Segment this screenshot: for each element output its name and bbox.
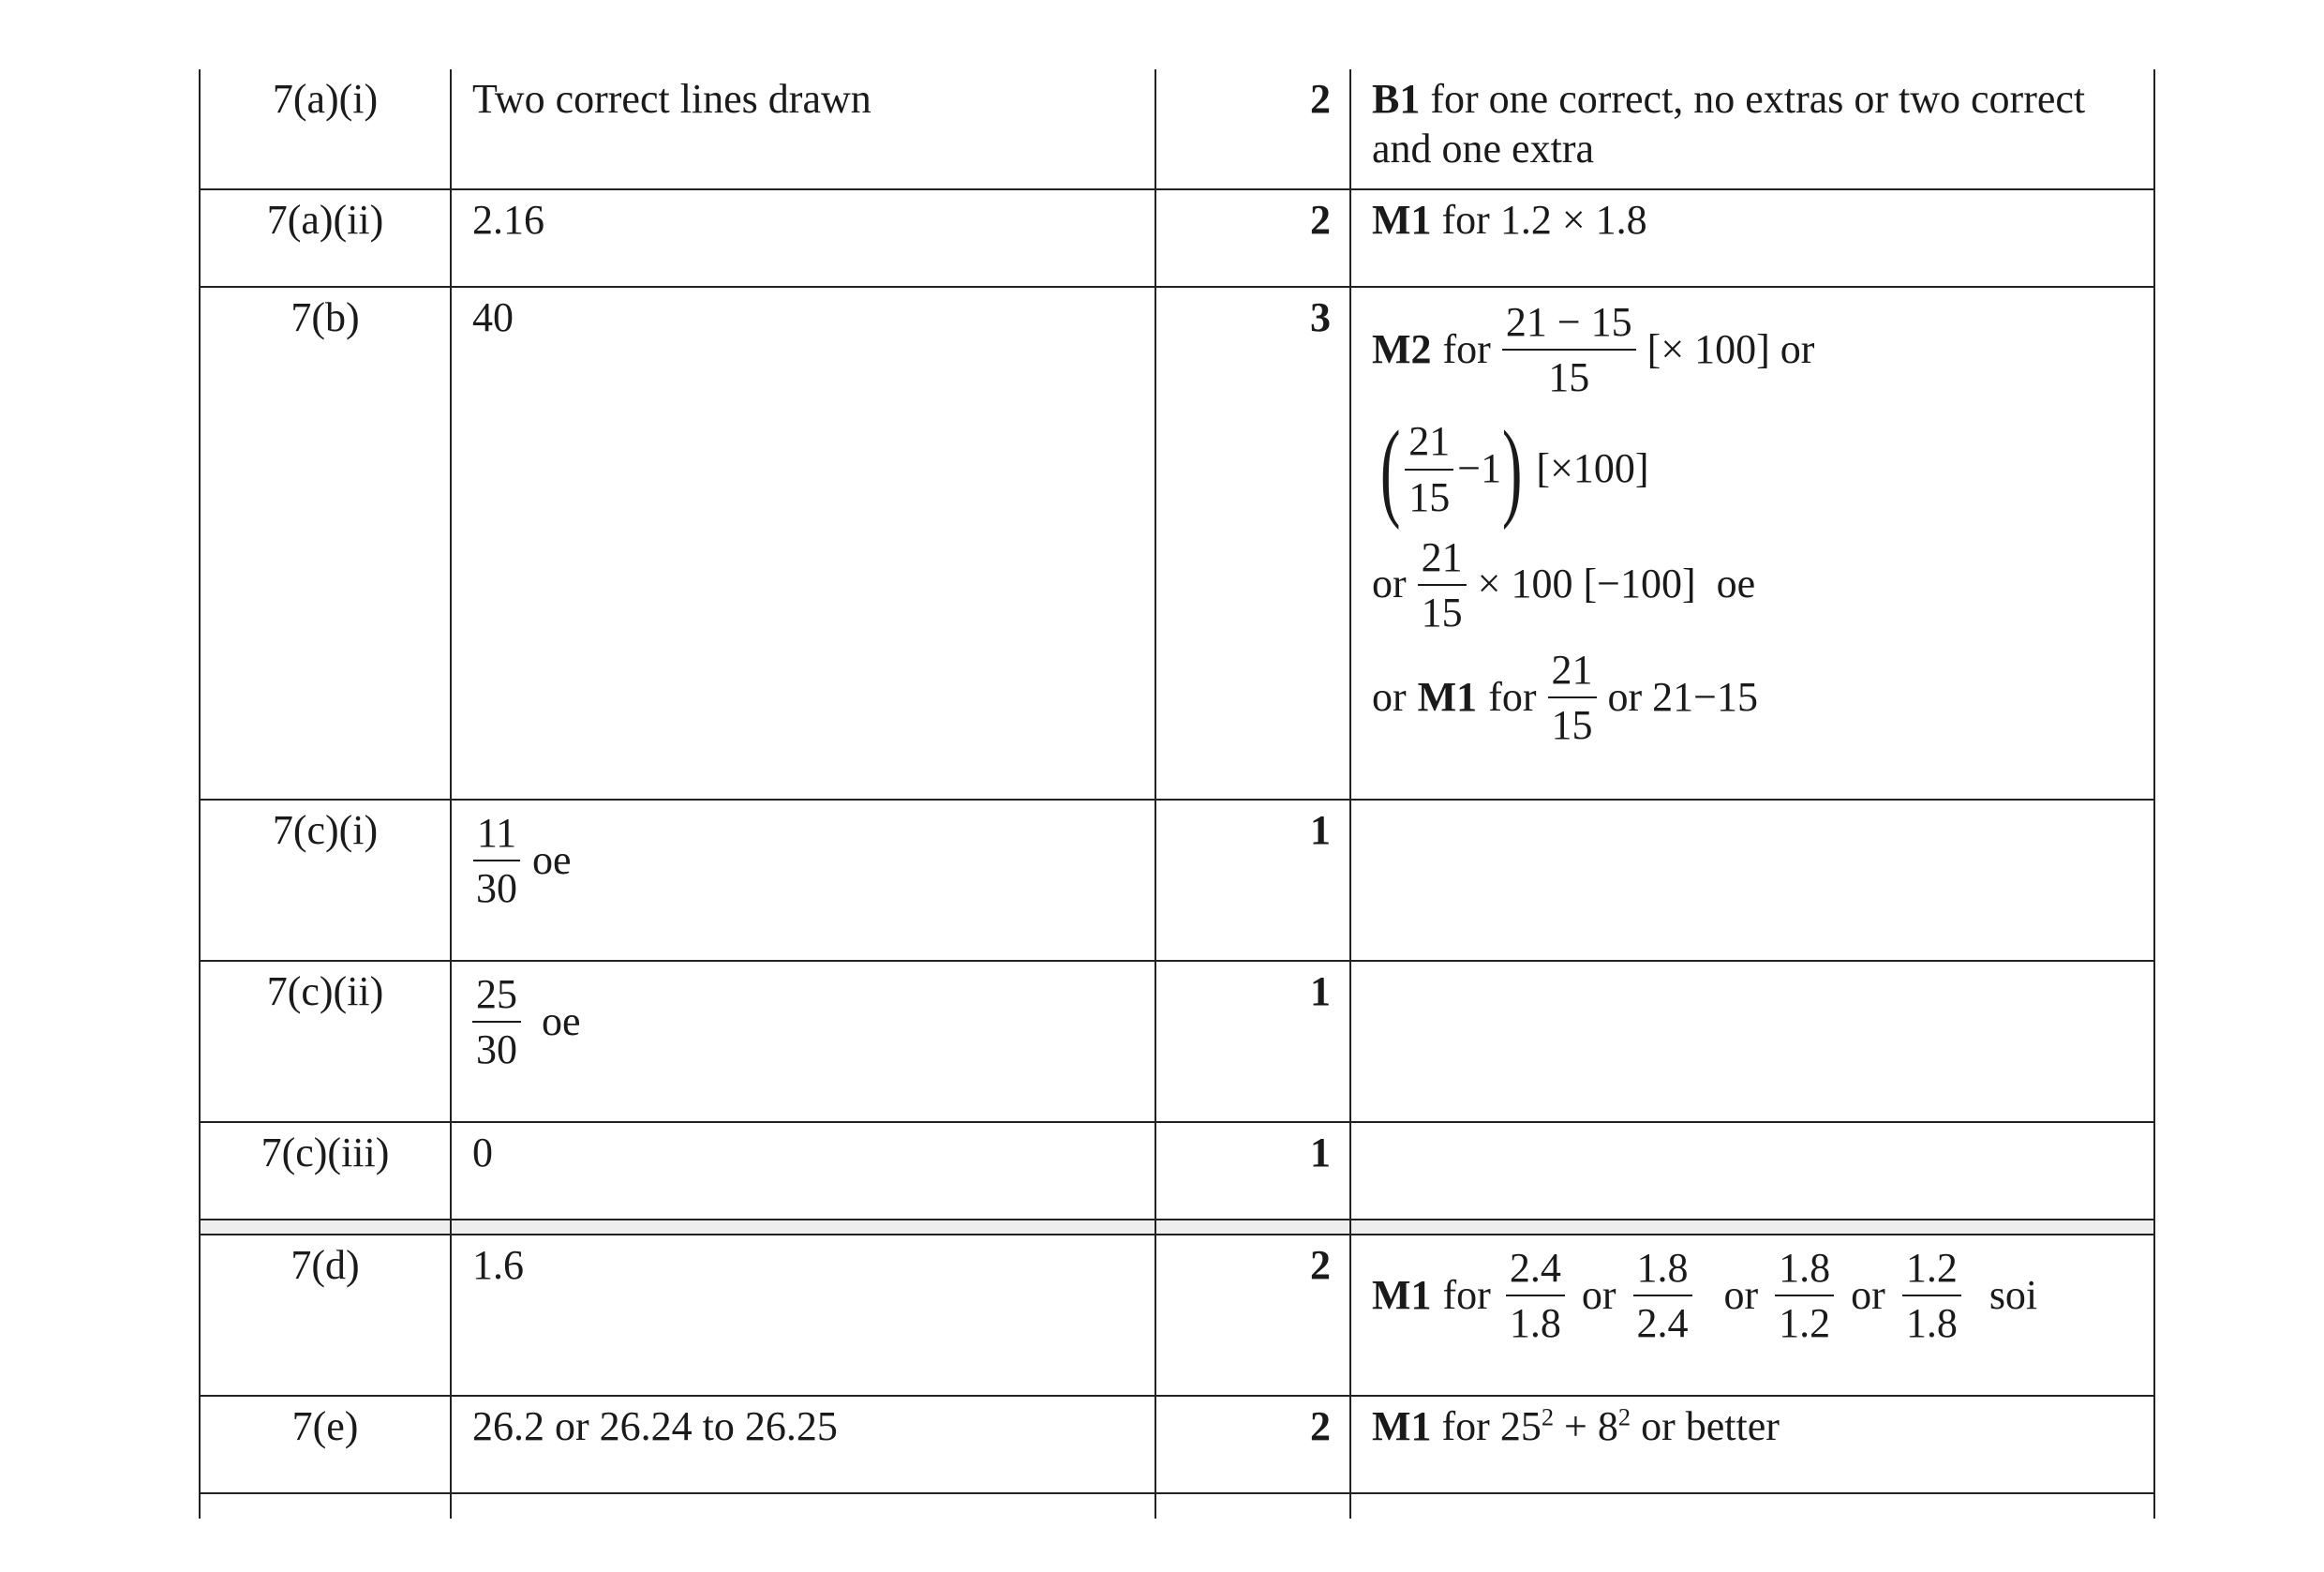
- fraction-denominator: 2.4: [1636, 1300, 1689, 1347]
- answer-cell: 1.6: [451, 1235, 1155, 1396]
- table-row: [200, 1235, 2154, 1396]
- answer-cell: 40: [451, 287, 1155, 800]
- guidance-cell: [1350, 1396, 2154, 1493]
- table-row-continuation: [200, 1493, 2154, 1519]
- marks-cell: 1: [1155, 800, 1350, 961]
- fraction-denominator: 1.8: [1905, 1300, 1958, 1347]
- fraction: [472, 810, 521, 912]
- fraction-numerator: 25: [472, 971, 521, 1023]
- question-number: 7(b): [200, 287, 451, 800]
- guidance-text: or: [1372, 561, 1407, 607]
- marks-cell: 1: [1155, 1122, 1350, 1220]
- table-row: [200, 189, 2154, 287]
- guidance-text: or: [1581, 1271, 1616, 1318]
- fraction-numerator: 21: [1405, 418, 1453, 470]
- fraction-numerator: 1.8: [1775, 1245, 1834, 1296]
- fraction-denominator: 30: [476, 865, 517, 912]
- fraction-numerator: 1.8: [1633, 1245, 1692, 1296]
- answer-line: [472, 810, 1155, 912]
- fraction: [1548, 647, 1597, 749]
- separator-cell: [200, 1220, 451, 1235]
- answer-suffix: oe: [532, 836, 572, 883]
- fraction-denominator: 30: [476, 1026, 517, 1073]
- guidance-text: for: [1442, 325, 1491, 372]
- answer-line: [472, 971, 1155, 1073]
- mark-code: M1: [1372, 1403, 1432, 1449]
- guidance-text: soi: [1989, 1271, 2038, 1318]
- left-parenthesis: (: [1379, 407, 1401, 531]
- mark-code: M1: [1417, 673, 1478, 720]
- mark-scheme-table: [199, 69, 2155, 1519]
- question-number: 7(d): [200, 1235, 451, 1396]
- marks-cell: 3: [1155, 287, 1350, 800]
- answer-cell: 0: [451, 1122, 1155, 1220]
- fraction: [472, 971, 521, 1073]
- table-row: [200, 961, 2154, 1122]
- guidance-text: or: [1372, 673, 1407, 720]
- fraction: [1502, 299, 1636, 401]
- fraction-denominator: 15: [1421, 589, 1463, 636]
- marks-cell: 2: [1155, 69, 1350, 189]
- fraction: [1902, 1245, 1961, 1347]
- guidance-text: for one correct, no extras or two correct and one extra: [1372, 76, 2086, 172]
- guidance-text: for 25: [1431, 1403, 1542, 1449]
- marks-cell: 2: [1155, 1235, 1350, 1396]
- mark-code: M2: [1372, 325, 1432, 372]
- mark-code: M1: [1372, 1271, 1432, 1318]
- fraction-denominator: 15: [1551, 702, 1593, 749]
- question-number: 7(c)(iii): [200, 1122, 451, 1220]
- table-row: [200, 1122, 2154, 1220]
- guidance-text: for: [1488, 673, 1537, 720]
- guidance-line: [1372, 1245, 2135, 1347]
- exponent: 2: [1617, 1402, 1631, 1431]
- fraction-numerator: 21: [1548, 647, 1597, 698]
- guidance-text: × 100 [−100] oe: [1477, 561, 1756, 607]
- table-row: [200, 800, 2154, 961]
- answer-cell: Two correct lines drawn: [451, 69, 1155, 189]
- guidance-cell: [1350, 1122, 2154, 1220]
- exponent: 2: [1541, 1402, 1555, 1431]
- row-separator: [200, 1220, 2154, 1235]
- marks-cell: 2: [1155, 189, 1350, 287]
- separator-cell: [451, 1220, 1155, 1235]
- guidance-text: or: [1851, 1271, 1885, 1318]
- mark-code: M1: [1372, 197, 1432, 243]
- marks-cell: 2: [1155, 1396, 1350, 1493]
- guidance-text: −1: [1457, 445, 1502, 492]
- fraction-numerator: 11: [473, 810, 520, 861]
- fraction-numerator: 21 − 15: [1502, 299, 1636, 351]
- question-number: 7(c)(ii): [200, 961, 451, 1122]
- guidance-cell: [1350, 189, 2154, 287]
- fraction: [1633, 1245, 1692, 1347]
- marks-cell: 1: [1155, 961, 1350, 1122]
- fraction: [1418, 534, 1467, 636]
- fraction-denominator: 15: [1548, 354, 1590, 401]
- guidance-text: or: [1723, 1271, 1759, 1318]
- mark-code: B1: [1372, 76, 1421, 122]
- fraction: [1405, 418, 1453, 520]
- fraction-denominator: 1.8: [1509, 1300, 1561, 1347]
- guidance-line: [1372, 299, 2135, 401]
- fraction-numerator: 2.4: [1506, 1245, 1565, 1296]
- guidance-line: [1372, 534, 2135, 636]
- empty-cell: [1350, 1493, 2154, 1519]
- answer-cell: [451, 961, 1155, 1122]
- answer-suffix: oe: [542, 997, 581, 1044]
- empty-cell: [451, 1493, 1155, 1519]
- fraction-numerator: 21: [1418, 534, 1467, 586]
- guidance-cell: [1350, 1235, 2154, 1396]
- guidance-line: [1372, 407, 2135, 531]
- question-number: 7(a)(ii): [200, 189, 451, 287]
- fraction-denominator: 1.2: [1779, 1300, 1831, 1347]
- guidance-text: for 1.2 × 1.8: [1431, 197, 1647, 243]
- guidance-text: [× 100] or: [1646, 325, 1815, 372]
- question-number: 7(a)(i): [200, 69, 451, 189]
- guidance-cell: [1350, 287, 2154, 800]
- guidance-cell: [1350, 800, 2154, 961]
- answer-cell: [451, 800, 1155, 961]
- guidance-cell: [1350, 961, 2154, 1122]
- guidance-cell: [1350, 69, 2154, 189]
- empty-cell: [200, 1493, 451, 1519]
- guidance-text: or 21−15: [1607, 673, 1758, 720]
- fraction: [1506, 1245, 1565, 1347]
- guidance-text: for: [1442, 1271, 1491, 1318]
- right-parenthesis: ): [1501, 407, 1523, 531]
- fraction-denominator: 15: [1408, 473, 1451, 520]
- question-number: 7(c)(i): [200, 800, 451, 961]
- separator-cell: [1155, 1220, 1350, 1235]
- answer-cell: 26.2 or 26.24 to 26.25: [451, 1396, 1155, 1493]
- question-number: 7(e): [200, 1396, 451, 1493]
- answer-cell: 2.16: [451, 189, 1155, 287]
- table-row: [200, 1396, 2154, 1493]
- fraction-numerator: 1.2: [1902, 1245, 1961, 1296]
- guidance-text: + 8: [1554, 1403, 1618, 1449]
- guidance-text: [×100]: [1536, 445, 1649, 492]
- separator-cell: [1350, 1220, 2154, 1235]
- guidance-line: [1372, 647, 2135, 749]
- table-row: [200, 69, 2154, 189]
- table-row: [200, 287, 2154, 800]
- fraction: [1775, 1245, 1834, 1347]
- empty-cell: [1155, 1493, 1350, 1519]
- guidance-text: or better: [1631, 1403, 1780, 1449]
